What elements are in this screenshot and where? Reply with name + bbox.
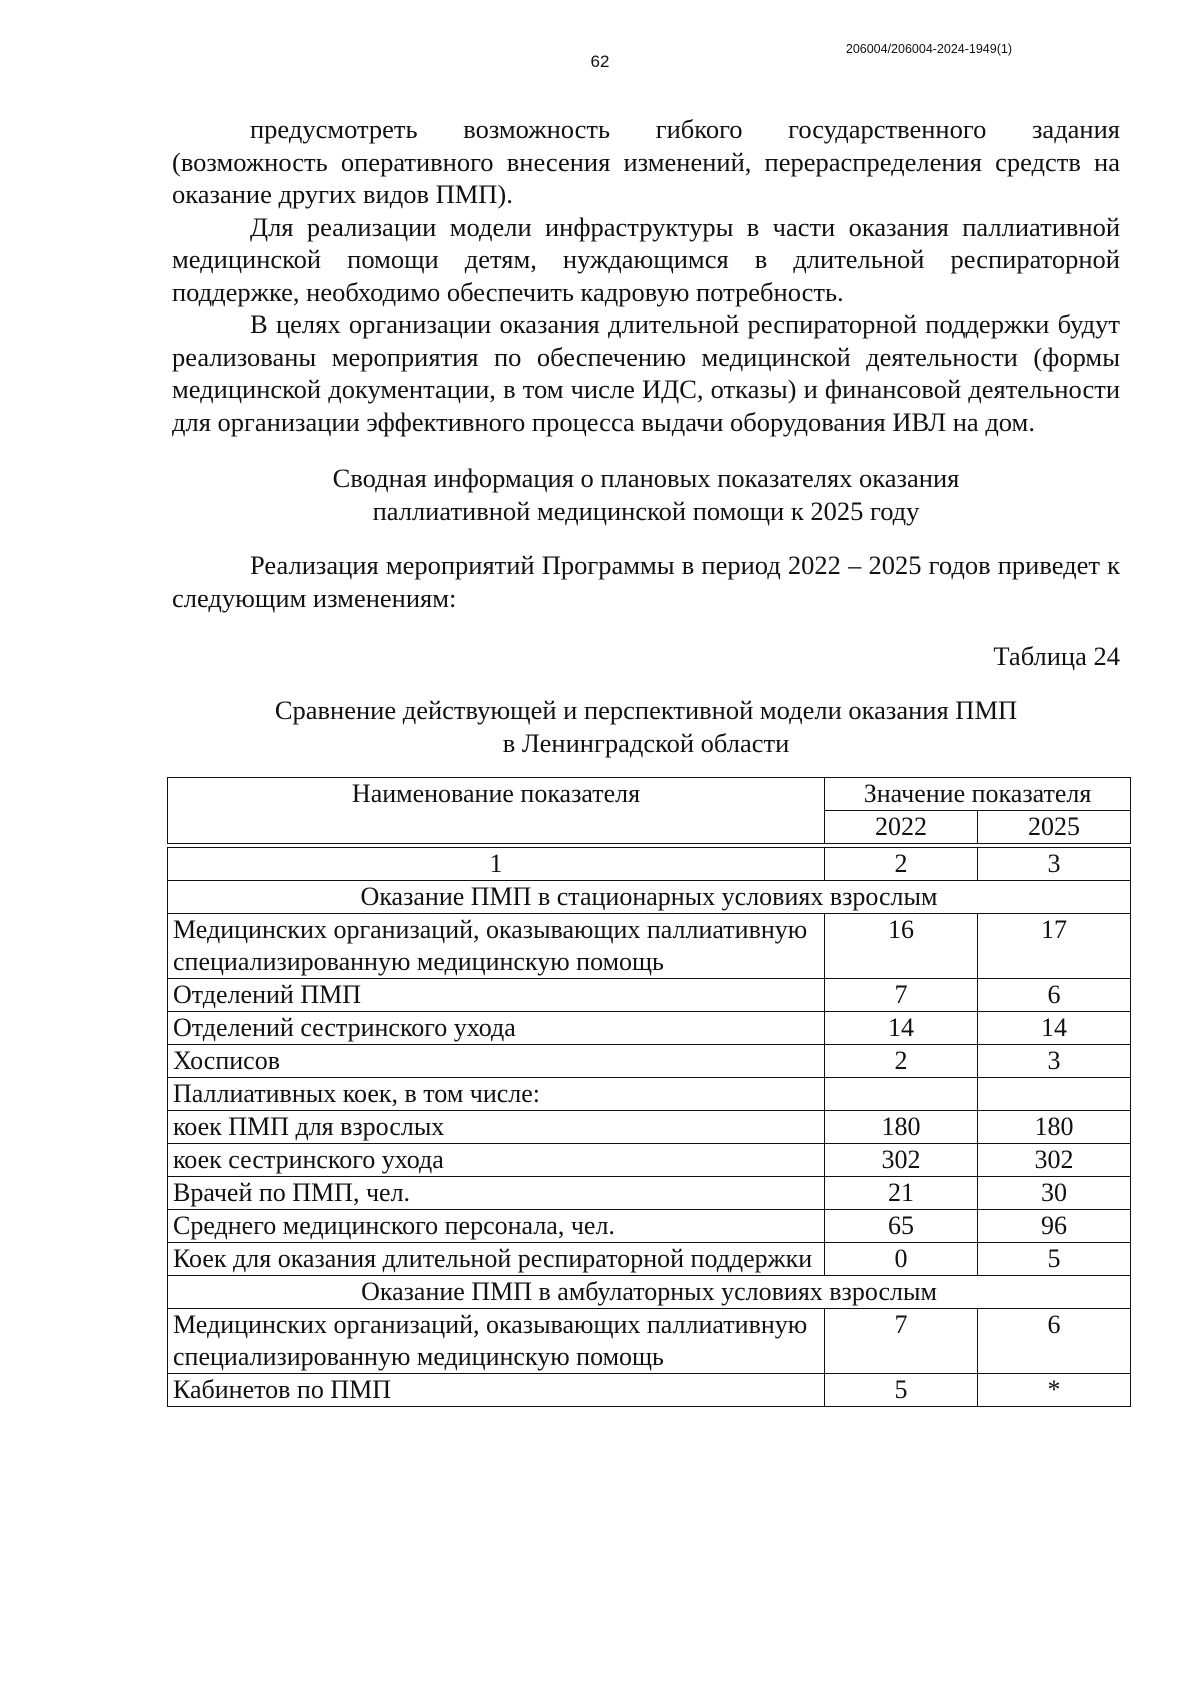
row-indicator-name: Отделений сестринского ухода xyxy=(168,1012,825,1045)
row-value-2022: 180 xyxy=(825,1111,978,1144)
table-row xyxy=(168,1177,1131,1210)
column-number-1: 1 xyxy=(168,848,825,881)
document-id: 206004/206004-2024-1949(1) xyxy=(845,42,1012,56)
row-value-2022: 14 xyxy=(825,1012,978,1045)
row-value-2025: 14 xyxy=(978,1012,1131,1045)
header-year-2022: 2022 xyxy=(825,811,978,844)
paragraph-respiratory-support: В целях организации оказания длительной респираторной поддержки будут реализованы мероприятия по обеспечению медицинской деятельности (формы медицинской документации, в том числе ИДС, отказы) и финансовой деятельности для организации эффективного процесса выдачи оборудования ИВЛ на дом. xyxy=(172,309,1120,437)
column-number-2: 2 xyxy=(825,848,978,881)
header-indicator: Наименование показателя xyxy=(168,778,825,844)
summary-heading xyxy=(172,462,1120,527)
paragraph-staffing: Для реализации модели инфраструктуры в части оказания паллиативной медицинской помощи детям, нуждающимся в длительной респираторной поддержке, необходимо обеспечить кадровую потребность. xyxy=(172,211,1120,307)
table-row xyxy=(168,1243,1131,1276)
page-content xyxy=(172,113,1120,1407)
table-row xyxy=(168,1144,1131,1177)
table-row xyxy=(168,1210,1131,1243)
summary-heading-line1: Сводная информация о плановых показателях оказания xyxy=(332,463,960,493)
column-number-3: 3 xyxy=(978,848,1131,881)
paragraph-implementation: Реализация мероприятий Программы в период 2022 – 2025 годов приведет к следующим изменениям: xyxy=(172,550,1120,613)
row-value-2022: 7 xyxy=(825,979,978,1012)
row-indicator-name: Медицинских организаций, оказывающих паллиативную специализированную медицинскую помощь xyxy=(168,914,825,979)
section-inpatient: Оказание ПМП в стационарных условиях взрослым xyxy=(168,881,1131,914)
table-header-row xyxy=(168,778,1131,811)
row-value-2022: 7 xyxy=(825,1309,978,1374)
row-indicator-name: Среднего медицинского персонала, чел. xyxy=(168,1210,825,1243)
row-indicator-name: Коек для оказания длительной респираторной поддержки xyxy=(168,1243,825,1276)
row-indicator-name: коек ПМП для взрослых xyxy=(168,1111,825,1144)
table-row xyxy=(168,979,1131,1012)
section-row-inpatient xyxy=(168,881,1131,914)
table-row xyxy=(168,1045,1131,1078)
row-value-2022: 21 xyxy=(825,1177,978,1210)
row-indicator-name: Кабинетов по ПМП xyxy=(168,1374,825,1407)
section-row-outpatient xyxy=(168,1276,1131,1309)
header-year-2025: 2025 xyxy=(978,811,1131,844)
outpatient-rows xyxy=(168,1309,1131,1407)
comparison-table xyxy=(167,777,1131,1407)
table-row xyxy=(168,914,1131,979)
inpatient-rows xyxy=(168,914,1131,1276)
row-indicator-name: Паллиативных коек, в том числе: xyxy=(168,1078,825,1111)
row-value-2025: 6 xyxy=(978,1309,1131,1374)
table-row xyxy=(168,1111,1131,1144)
page-number: 62 xyxy=(590,52,610,71)
row-indicator-name: Врачей по ПМП, чел. xyxy=(168,1177,825,1210)
row-value-2022: 2 xyxy=(825,1045,978,1078)
row-value-2022: 65 xyxy=(825,1210,978,1243)
table-title xyxy=(172,694,1120,759)
row-indicator-name: Медицинских организаций, оказывающих паллиативную специализированную медицинскую помощь xyxy=(168,1309,825,1374)
row-value-2025: 17 xyxy=(978,914,1131,979)
table-label: Таблица 24 xyxy=(993,641,1120,671)
table-row xyxy=(168,1309,1131,1374)
row-value-2022: 16 xyxy=(825,914,978,979)
row-indicator-name: Отделений ПМП xyxy=(168,979,825,1012)
row-value-2025: 5 xyxy=(978,1243,1131,1276)
row-value-2025: 96 xyxy=(978,1210,1131,1243)
row-indicator-name: Хосписов xyxy=(168,1045,825,1078)
row-value-2025: 30 xyxy=(978,1177,1131,1210)
row-value-2022: 302 xyxy=(825,1144,978,1177)
row-value-2022: 5 xyxy=(825,1374,978,1407)
row-value-2025: 180 xyxy=(978,1111,1131,1144)
column-numbers-row xyxy=(168,848,1131,881)
row-value-2022: 0 xyxy=(825,1243,978,1276)
row-value-2025: 3 xyxy=(978,1045,1131,1078)
table-title-line1: Сравнение действующей и перспективной модели оказания ПМП xyxy=(274,695,1018,725)
row-value-2022 xyxy=(825,1078,978,1111)
row-value-2025 xyxy=(978,1078,1131,1111)
summary-heading-line2: паллиативной медицинской помощи к 2025 году xyxy=(372,495,920,526)
table-row xyxy=(168,1012,1131,1045)
row-value-2025: * xyxy=(978,1374,1131,1407)
row-value-2025: 302 xyxy=(978,1144,1131,1177)
row-value-2025: 6 xyxy=(978,979,1131,1012)
table-row xyxy=(168,1374,1131,1407)
header-value: Значение показателя xyxy=(825,778,1131,811)
table-row xyxy=(168,1078,1131,1111)
section-outpatient: Оказание ПМП в амбулаторных условиях взрослым xyxy=(168,1276,1131,1309)
table-title-line2: в Ленинградской области xyxy=(502,727,790,758)
row-indicator-name: коек сестринского ухода xyxy=(168,1144,825,1177)
paragraph-flexible-task: предусмотреть возможность гибкого государственного задания (возможность оперативного внесения изменений, перераспределения средств на оказание других видов ПМП). xyxy=(172,114,1120,209)
